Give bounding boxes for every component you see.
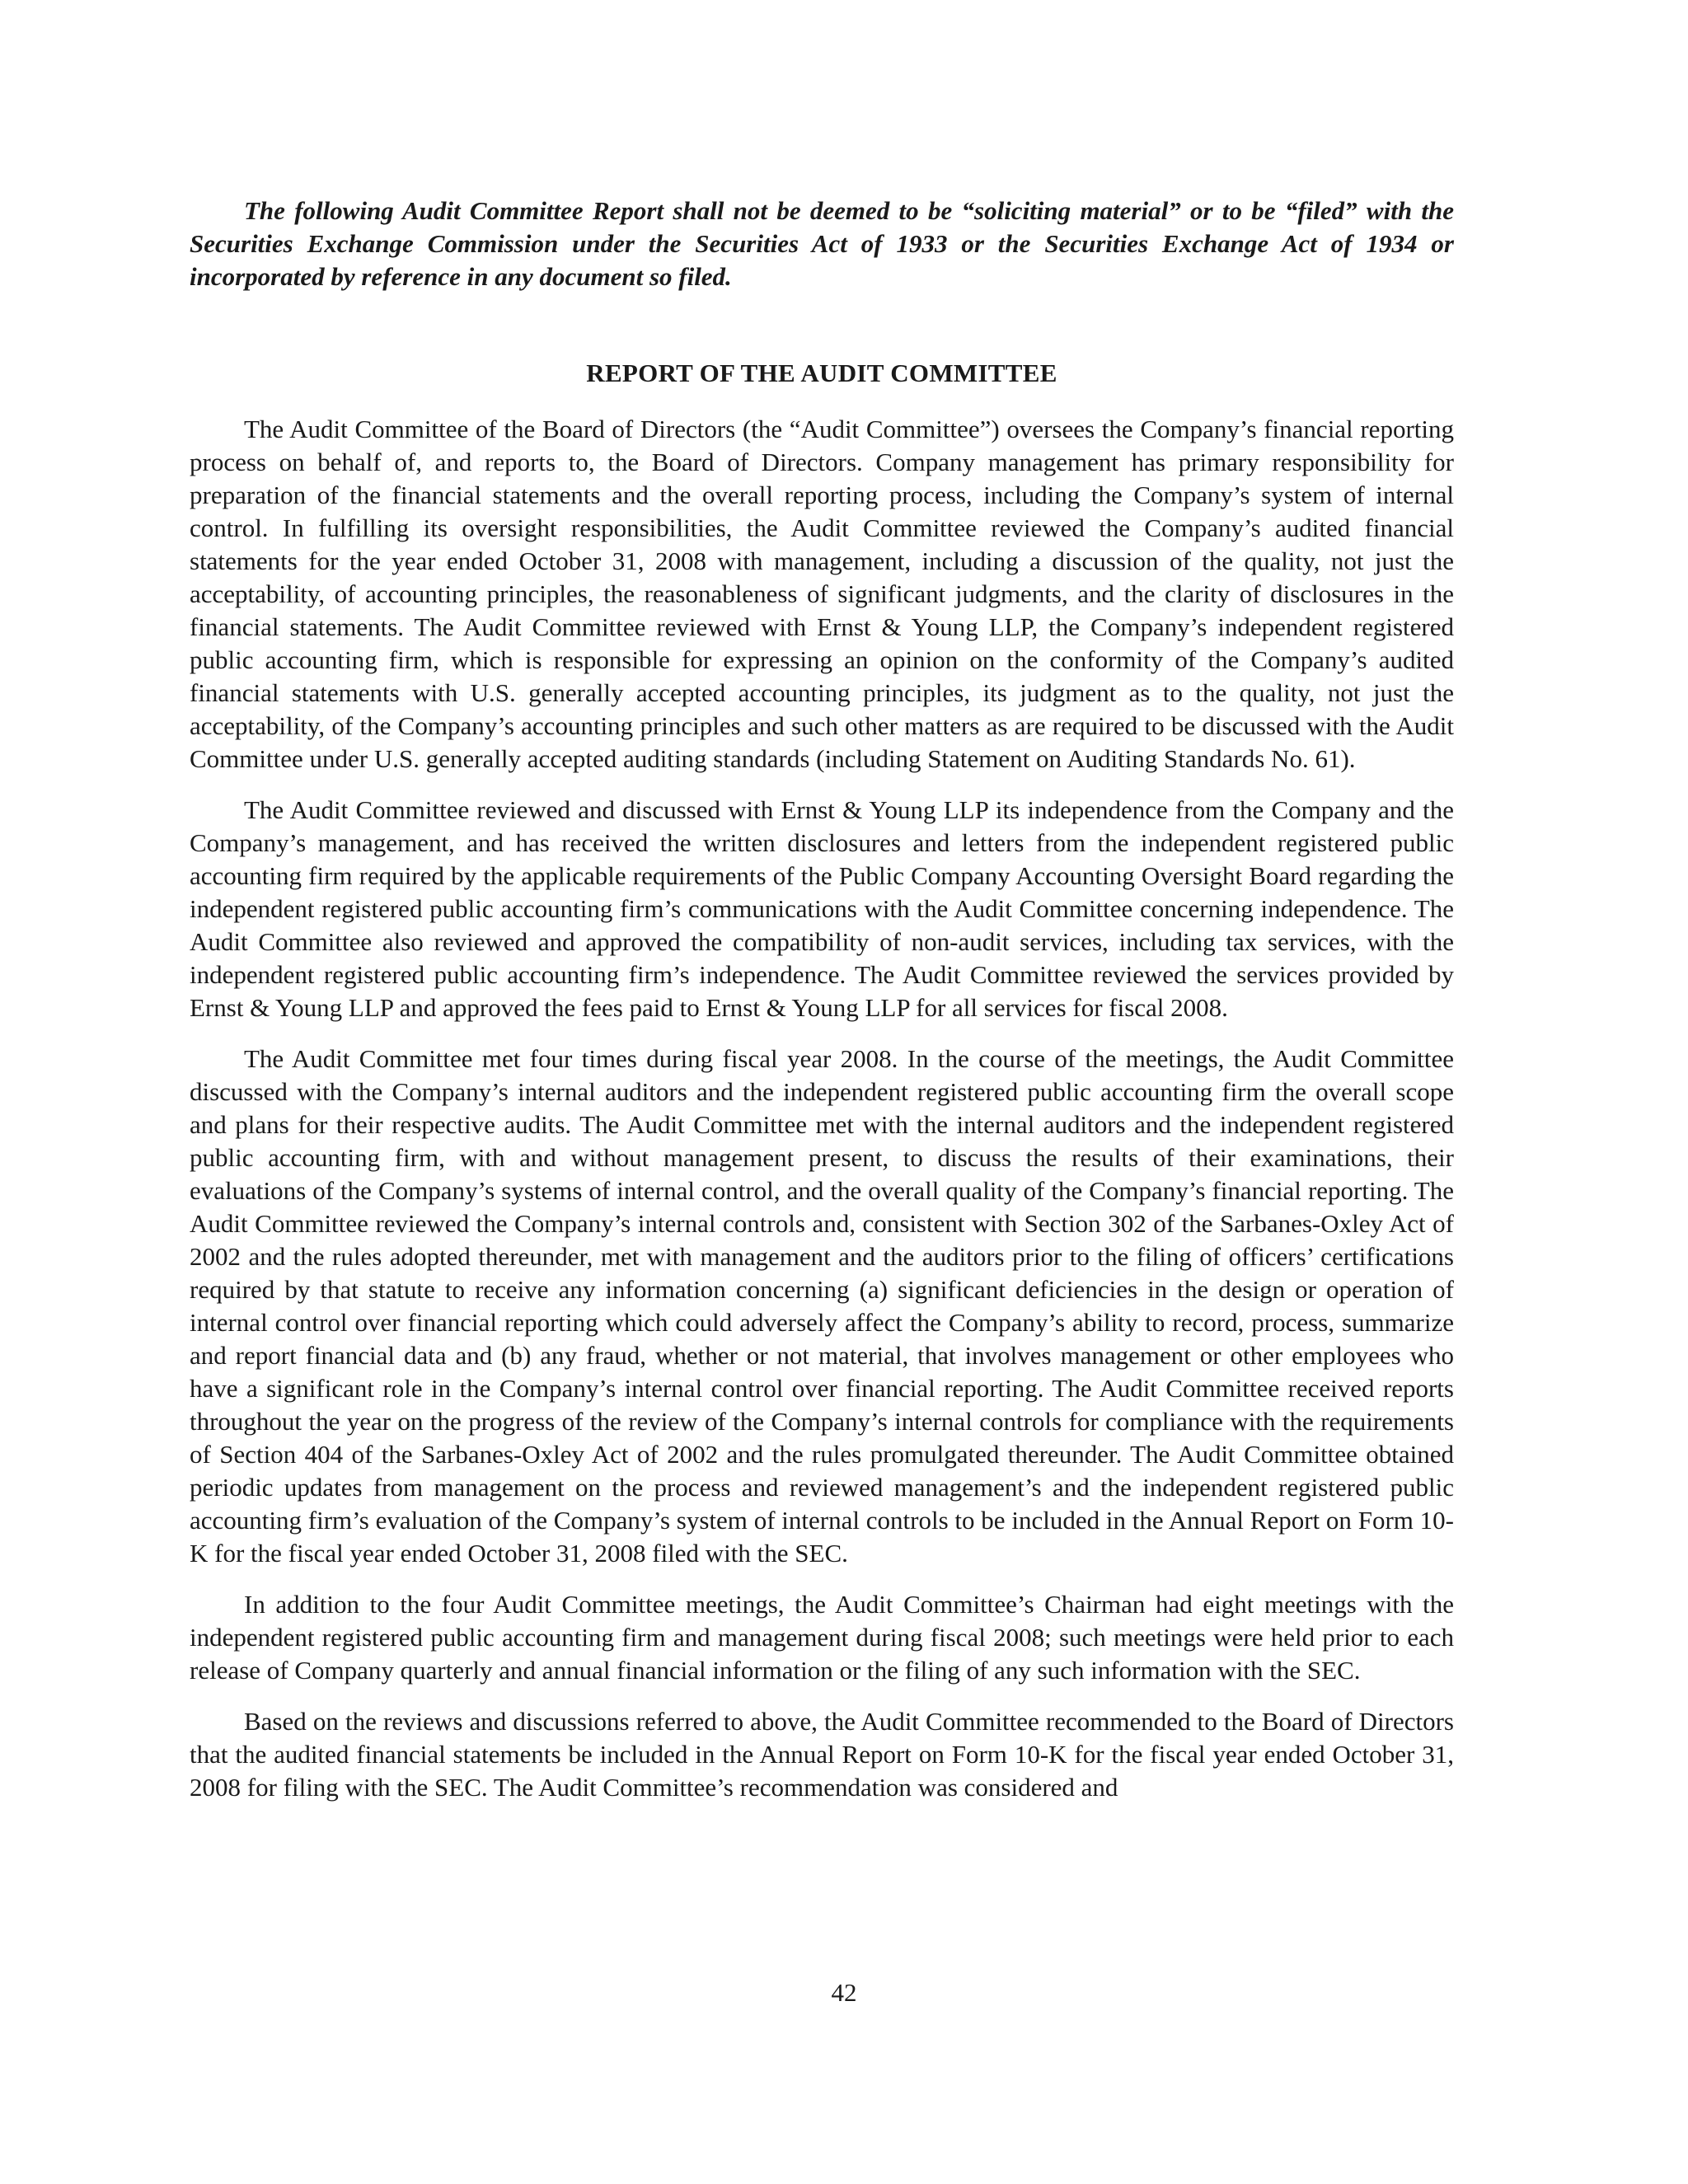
paragraph-meetings: The Audit Committee met four times during fiscal year 2008. In the course of the meetings, the Audit Committee discussed with the Company’s internal auditors and the independent registered public accounting firm the overall scope and plans for their respective audits. The Audit Committee met with the internal auditors and the independent registered public accounting firm, with and without management present, to discuss the results of their examinations, their evaluations of the Company’s systems of internal control, and the overall quality of the Company’s financial reporting. The Audit Committee reviewed the Company’s internal controls and, consistent with Section 302 of the Sarbanes-Oxley Act of 2002 and the rules adopted thereunder, met with management and the auditors prior to the filing of officers’ certifications required by that statute to receive any information concerning (a) significant deficiencies in the design or operation of internal control over financial reporting which could adversely affect the Company’s ability to record, process, summarize and report financial data and (b) any fraud, whether or not material, that involves management or other employees who have a significant role in the Company’s internal control over financial reporting. The Audit Committee received reports throughout the year on the progress of the review of the Company’s internal controls for compliance with the requirements of Section 404 of the Sarbanes-Oxley Act of 2002 and the rules promulgated thereunder. The Audit Committee obtained periodic updates from management on the process and reviewed management’s and the independent registered public accounting firm’s evaluation of the Company’s system of internal controls to be included in the Annual Report on Form 10-K for the fiscal year ended October 31, 2008 filed with the SEC. (190, 1044, 1454, 1568)
paragraph-independence: The Audit Committee reviewed and discussed with Ernst & Young LLP its independence from the Company and the Company’s management, and has received the written disclosures and letters from the independent registered public accounting firm required by the applicable requirements of the Public Company Accounting Oversight Board regarding the independent registered public accounting firm’s communications with the Audit Committee concerning independence. The Audit Committee also reviewed and approved the compatibility of non-audit services, including tax services, with the independent registered public accounting firm’s independence. The Audit Committee reviewed the services provided by Ernst & Young LLP and approved the fees paid to Ernst & Young LLP for all services for fiscal 2008. (190, 795, 1454, 1022)
section-title: REPORT OF THE AUDIT COMMITTEE (586, 359, 1057, 387)
document-page (190, 194, 1454, 1822)
paragraph-oversight: The Audit Committee of the Board of Directors (the “Audit Committee”) oversees the Company’s financial reporting process on behalf of, and reports to, the Board of Directors. Company management has primary responsibility for preparation of the financial statements and the overall reporting process, including the Company’s system of internal control. In fulfilling its oversight responsibilities, the Audit Committee reviewed the Company’s audited financial statements for the year ended October 31, 2008 with management, including a discussion of the quality, not just the acceptability, of accounting principles, the reasonableness of significant judgments, and the clarity of disclosures in the financial statements. The Audit Committee reviewed with Ernst & Young LLP, the Company’s independent registered public accounting firm, which is responsible for expressing an opinion on the conformity of the Company’s audited financial statements with U.S. generally accepted accounting principles, its judgment as to the quality, not just the acceptability, of the Company’s accounting principles and such other matters as are required to be discussed with the Audit Committee under U.S. generally accepted auditing standards (including Statement on Auditing Standards No. 61). (190, 415, 1454, 773)
disclaimer-text: The following Audit Committee Report shall not be deemed to be “soliciting material” or to be “filed” with the Securities Exchange Commission under the Securities Act of 1933 or the Securities Exchange Act of 1934 or incorporated by reference in any document so filed. (190, 196, 1454, 291)
paragraph-chairman-meetings: In addition to the four Audit Committee meetings, the Audit Committee’s Chairman had eight meetings with the independent registered public accounting firm and management during fiscal 2008; such meetings were held prior to each release of Company quarterly and annual financial information or the filing of any such information with the SEC. (190, 1590, 1454, 1685)
page-number: 42 (831, 1978, 857, 2007)
paragraph-recommendation: Based on the reviews and discussions referred to above, the Audit Committee recommended to the Board of Directors that the audited financial statements be included in the Annual Report on Form 10-K for the fiscal year ended October 31, 2008 for filing with the SEC. The Audit Committee’s recommendation was considered and (190, 1707, 1454, 1802)
